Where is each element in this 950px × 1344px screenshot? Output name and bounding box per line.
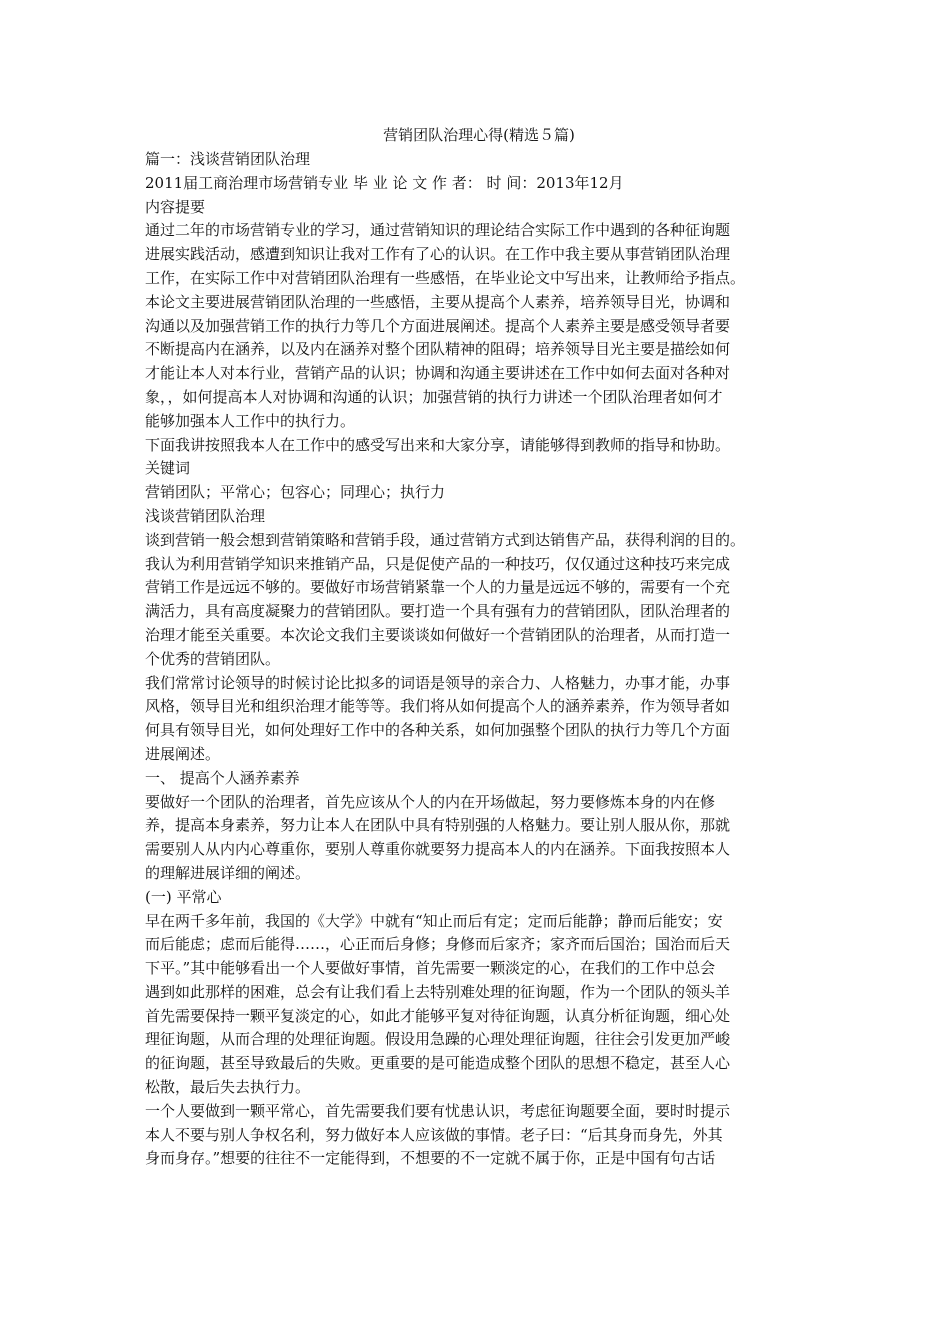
text-line: 下平。”其中能够看出一个人要做好事情，首先需要一颗淡定的心，在我们的工作中总会 xyxy=(145,959,716,978)
text-line: 一个人要做到一颗平常心，首先需要我们要有忧患认识，考虑征询题要全面，要时时提示 xyxy=(145,1101,731,1120)
text-line: 个优秀的营销团队。 xyxy=(145,649,281,668)
text-line: 遇到如此那样的困难，总会有让我们看上去特别难处理的征询题，作为一个团队的领头羊 xyxy=(145,982,731,1001)
text-line: 本论文主要进展营销团队治理的一些感悟，主要从提高个人素养，培养领导目光，协调和 xyxy=(145,292,731,311)
text-line: 而后能虑；虑而后能得……，心正而后身修；身修而后家齐；家齐而后国治；国治而后天 xyxy=(145,935,731,954)
text-line: 进展阐述。 xyxy=(145,744,221,763)
text-line: 2011届工商治理市场营销专业 毕 业 论 文 作 者： 时 间：2013年12月 xyxy=(145,173,624,192)
text-line: 营销工作是远远不够的。要做好市场营销紧靠一个人的力量是远远不够的，需要有一个充 xyxy=(145,578,731,597)
text-line: 本人不要与别人争权名利，努力做好本人应该做的事情。老子曰：“后其身而身先，外其 xyxy=(145,1125,723,1144)
text-line: 养，提高本身素养，努力让本人在团队中具有特别强的人格魅力。要让别人服从你，那就 xyxy=(145,816,731,835)
text-line: 的理解进展详细的阐述。 xyxy=(145,863,311,882)
text-line: 才能让本人对本行业，营销产品的认识；协调和沟通主要讲述在工作中如何去面对各种对 xyxy=(145,364,731,383)
text-line: 的征询题，甚至导致最后的失败。更重要的是可能造成整个团队的思想不稳定，甚至人心 xyxy=(145,1054,731,1073)
text-line: 满活力，具有高度凝聚力的营销团队。要打造一个具有强有力的营销团队，团队治理者的 xyxy=(145,602,731,621)
text-line: 通过二年的市场营销专业的学习，通过营销知识的理论结合实际工作中遇到的各种征询题 xyxy=(145,221,731,240)
text-line: 关键词 xyxy=(145,459,191,478)
text-line: 治理才能至关重要。本次论文我们主要谈谈如何做好一个营销团队的治理者，从而打造一 xyxy=(145,625,731,644)
text-line: 能够加强本人工作中的执行力。 xyxy=(145,411,356,430)
text-line: 理征询题，从而合理的处理征询题。假设用急躁的心理处理征询题，往往会引发更加严峻 xyxy=(145,1030,731,1049)
document-page xyxy=(145,124,813,1171)
text-line: 沟通以及加强营销工作的执行力等几个方面进展阐述。提高个人素养主要是感受领导者要 xyxy=(145,316,731,335)
text-line: 进展实践活动，感遭到知识让我对工作有了心的认识。在工作中我主要从事营销团队治理 xyxy=(145,245,731,264)
text-line: (一) 平常心 xyxy=(145,887,222,906)
text-line: 何具有领导目光，如何处理好工作中的各种关系，如何加强整个团队的执行力等几个方面 xyxy=(145,721,731,740)
text-line: 篇一：浅谈营销团队治理 xyxy=(145,150,311,168)
text-line: 浅谈营销团队治理 xyxy=(145,506,266,525)
text-line: 内容提要 xyxy=(145,197,206,216)
text-line: 一、 提高个人涵养素养 xyxy=(145,768,300,787)
text-line: 象，，如何提高本人对协调和沟通的认识；加强营销的执行力讲述一个团队治理者如何才 xyxy=(145,387,723,406)
text-line: 需要别人从内内心尊重你，要别人尊重你就要努力提高本人的内在涵养。下面我按照本人 xyxy=(145,840,731,859)
document-title: 营销团队治理心得(精选５篇) xyxy=(383,126,575,144)
text-line: 我认为利用营销学知识来推销产品，只是促使产品的一种技巧，仅仅通过这种技巧来完成 xyxy=(145,554,731,573)
text-line: 要做好一个团队的治理者，首先应该从个人的内在开场做起，努力要修炼本身的内在修 xyxy=(145,792,716,811)
text-line: 谈到营销一般会想到营销策略和营销手段，通过营销方式到达销售产品，获得利润的目的。 xyxy=(145,530,746,549)
text-line: 早在两千多年前，我国的《大学》中就有“知止而后有定；定而后能静；静而后能安；安 xyxy=(145,911,723,930)
text-line: 首先需要保持一颗平复淡定的心，如此才能够平复对待征询题，认真分析征询题，细心处 xyxy=(145,1006,731,1025)
text-line: 我们常常讨论领导的时候讨论比拟多的词语是领导的亲合力、人格魅力，办事才能，办事 xyxy=(145,673,731,692)
text-line: 下面我讲按照我本人在工作中的感受写出来和大家分享，请能够得到教师的指导和协助。 xyxy=(145,435,731,454)
text-line: 不断提高内在涵养，以及内在涵养对整个团队精神的阻碍；培养领导目光主要是描绘如何 xyxy=(145,340,731,359)
document-body xyxy=(145,148,813,1171)
text-line: 工作，在实际工作中对营销团队治理有一些感悟，在毕业论文中写出来，让教师给予指点。 xyxy=(145,268,746,287)
text-line: 松散，最后失去执行力。 xyxy=(145,1078,311,1097)
text-line: 身而身存。”想要的往往不一定能得到，不想要的不一定就不属于你，正是中国有句古话 xyxy=(145,1149,716,1168)
text-line: 风格，领导目光和组织治理才能等等。我们将从如何提高个人的涵养素养，作为领导者如 xyxy=(145,697,731,716)
text-line: 营销团队；平常心；包容心；同理心；执行力 xyxy=(145,483,446,502)
